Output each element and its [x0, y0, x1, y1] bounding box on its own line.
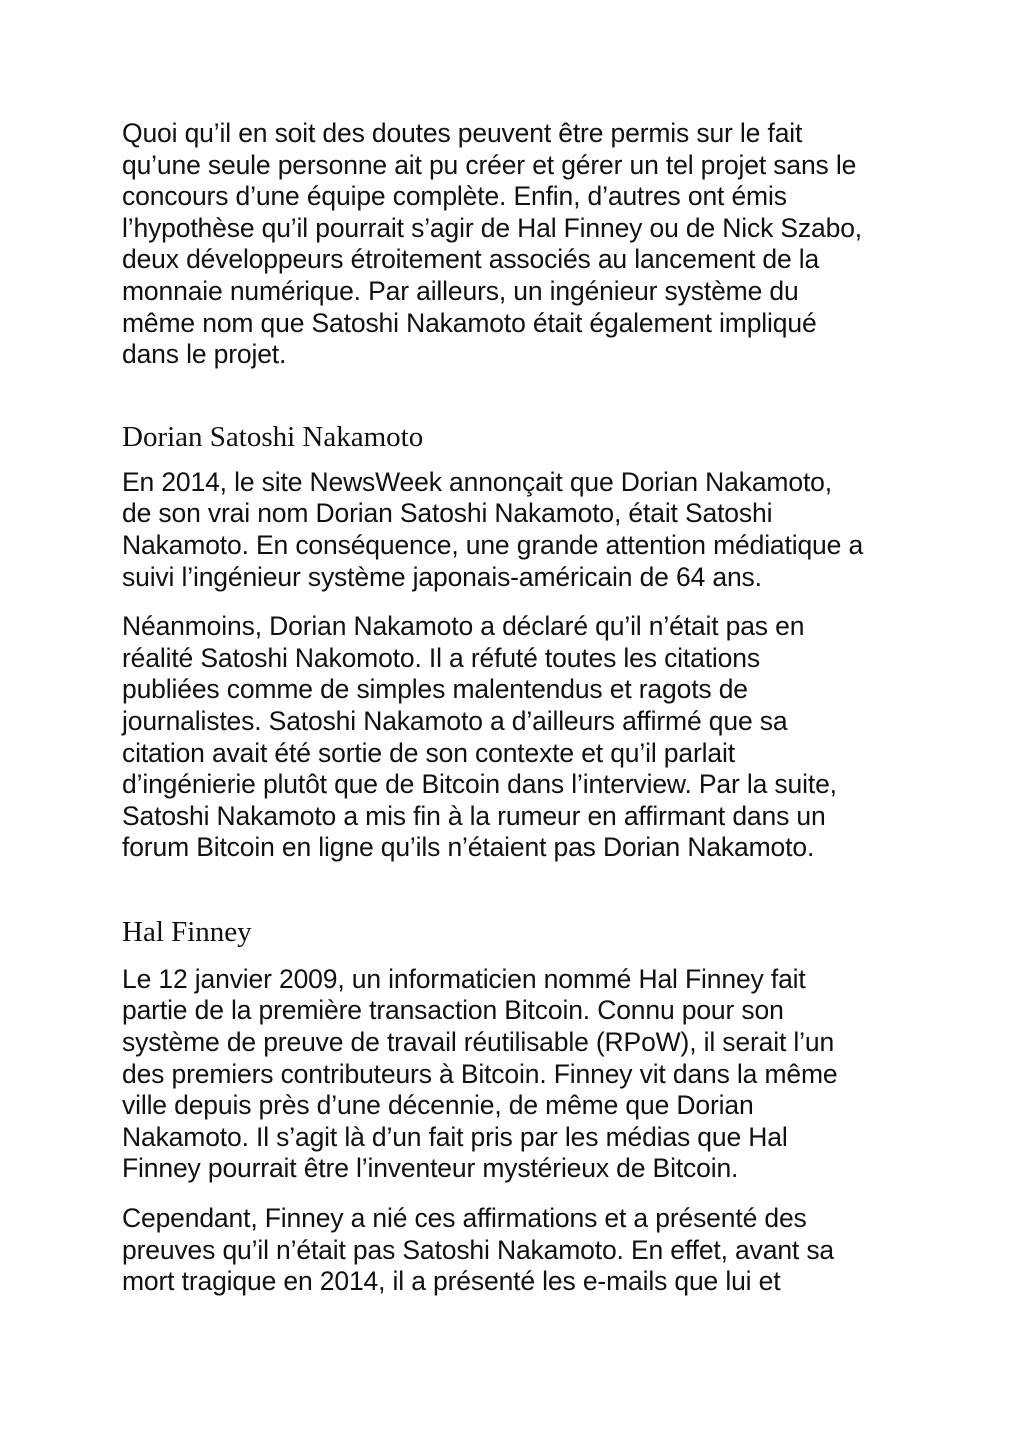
document-page	[122, 118, 912, 1298]
section-heading-hal-finney: Hal Finney	[122, 915, 252, 948]
paragraph-dorian-denial: Néanmoins, Dorian Nakamoto a déclaré qu’il n’était pas en réalité Satoshi Nakomoto. Il a réfuté toutes les citations publiées comme de simples malentendus et ragots de journalistes. Satoshi Nakamoto a d’ailleurs affirmé que sa citation avait été sortie de son contexte et qu’il parlait d’ingénierie plutôt que de Bitcoin dans l’interview. Par la suite, Satoshi Nakamoto a mis fin à la rumeur en affirmant dans un forum Bitcoin en ligne qu’ils n’étaient pas Dorian Nakamoto.	[122, 611, 837, 863]
section-heading-dorian: Dorian Satoshi Nakamoto	[122, 420, 424, 453]
paragraph-intro: Quoi qu’il en soit des doutes peuvent être permis sur le fait qu’une seule personne ait pu créer et gérer un tel projet sans le concours d’une équipe complète. Enfin, d’autres ont émis l’hypothèse qu’il pourrait s’agir de Hal Finney ou de Nick Szabo, deux développeurs étroitement associés au lancement de la monnaie numérique. Par ailleurs, un ingénieur système du même nom que Satoshi Nakamoto était également impliqué dans le projet.	[122, 118, 863, 370]
paragraph-finney-transaction: Le 12 janvier 2009, un informaticien nommé Hal Finney fait partie de la première transaction Bitcoin. Connu pour son système de preuve de travail réutilisable (RPoW), il serait l’un des premiers contributeurs à Bitcoin. Finney vit dans la même ville depuis près d’une décennie, de même que Dorian Nakamoto. Il s’agit là d’un fait pris par les médias que Hal Finney pourrait être l’inventeur mystérieux de Bitcoin.	[122, 963, 838, 1184]
paragraph-dorian-newsweek: En 2014, le site NewsWeek annonçait que Dorian Nakamoto, de son vrai nom Dorian Satoshi Nakamoto, était Satoshi Nakamoto. En conséquence, une grande attention médiatique a suivi l’ingénieur système japonais-américain de 64 ans.	[122, 466, 864, 592]
paragraph-finney-denial: Cependant, Finney a nié ces affirmations et a présenté des preuves qu’il n’était pas Satoshi Nakamoto. En effet, avant sa mort tragique en 2014, il a présenté les e-mails que lui et	[122, 1203, 835, 1297]
